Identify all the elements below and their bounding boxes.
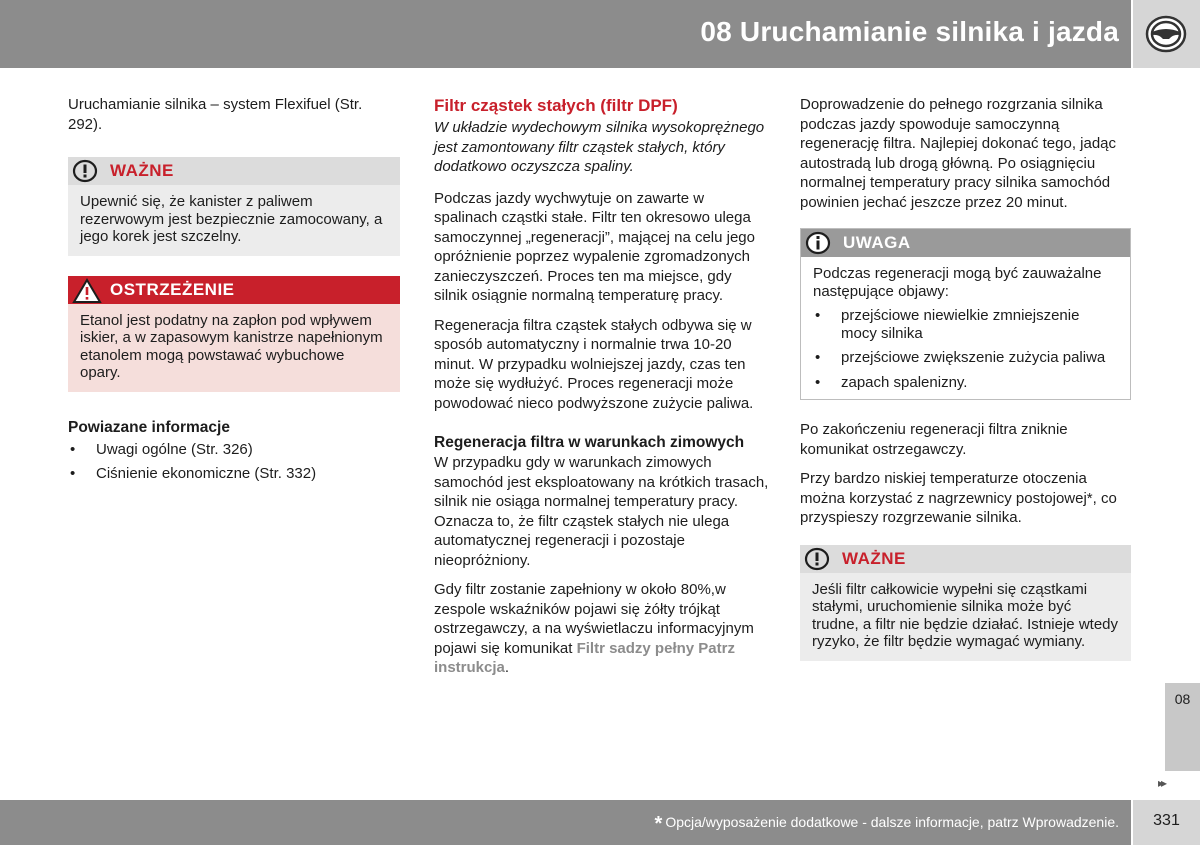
double-chevron-right-icon[interactable]: ▸▸ <box>1158 776 1165 790</box>
related-list <box>68 440 400 484</box>
important-label: WAŻNE <box>110 161 174 180</box>
related-link[interactable]: • Ciśnienie ekonomiczne (Str. 332) <box>68 464 400 484</box>
paragraph: Po zakończeniu regeneracji filtra zniknie komunikat ostrzegawczy. <box>800 421 1068 458</box>
warning-triangle-icon <box>72 278 102 304</box>
chapter-tab[interactable] <box>1165 683 1200 771</box>
warning-box-header <box>68 276 400 304</box>
paragraph: W przypadku gdy w warunkach zimowych samochód jest eksploatowany na krótkich trasach, silnik nie osiąga normalnej temperatury pracy. Oznacza to, że filtr cząstek stałych nie ulega automatycznej regeneracji i pozostaje nieopróżniony. <box>434 454 769 569</box>
lead-text: W układzie wydechowym silnika wysokoprężnego jest zamontowany filtr cząstek stałych, który dodatkowo oczyszcza spaliny. <box>434 119 765 175</box>
column-middle <box>434 95 769 688</box>
note-list <box>813 307 1118 391</box>
exclamation-circle-icon <box>72 159 98 183</box>
note-label: UWAGA <box>843 233 911 252</box>
note-item: • przejściowe zwiększenie zużycia paliwa <box>813 349 1118 367</box>
section-title: Filtr cząstek stałych (filtr DPF) <box>434 96 678 115</box>
note-item: • zapach spalenizny. <box>813 374 1118 392</box>
important-box <box>68 157 400 256</box>
steering-wheel-icon <box>1145 15 1187 53</box>
paragraph: Podczas jazdy wychwytuje on zawarte w spalinach cząstki stałe. Filtr ten okresowo ulega samoczynnej „regeneracji”, mającej na celu jego opróżnienie poprzez wypalenie zgromadzonych zanieczyszczeń. Proces ten ma miejsce, gdy silnik osiągnie normalną temperaturę pracy. <box>434 189 755 304</box>
important-box-2 <box>800 545 1131 661</box>
paragraph-text: Gdy filtr zostanie zapełniony w około 80%,w zespole wskaźników pojawi się żółty trójkąt ostrzegawczy, a na wyświetlaczu informacyjnym pojawi się komunikat <box>434 581 754 657</box>
footer-note <box>655 813 1119 836</box>
paragraph: Doprowadzenie do pełnego rozgrzania silnika podczas jazdy spowoduje samoczynną regenerację filtra. Najlepiej dokonać tego, jadąc autostradą lub drogą główną. Po osiągnięciu normalnej temperatury pracy silnika samochód powinien jechać jeszcze przez 20 minut. <box>800 96 1117 211</box>
page-number-box <box>1133 800 1200 845</box>
paragraph-end: . <box>504 659 510 676</box>
note-intro: Podczas regeneracji mogą być zauważalne następujące objawy: <box>813 265 1102 300</box>
exclamation-circle-icon <box>804 547 830 571</box>
related-info <box>68 418 400 484</box>
winter-heading: Regeneracja filtra w warunkach zimowych <box>434 434 745 451</box>
footnote-star: * <box>654 813 663 835</box>
warning-text: Etanol jest podatny na zapłon pod wpływem iskier, a w zapasowym kanistrze napełnionym etanolem mogą powstawać wybuchowe opary. <box>68 304 400 392</box>
info-circle-icon <box>805 231 831 255</box>
footnote-text: Opcja/wyposażenie dodatkowe - dalsze informacje, patrz Wprowadzenie. <box>665 814 1119 830</box>
page-header <box>0 0 1131 68</box>
page-number: 331 <box>1153 812 1180 829</box>
important-text: Jeśli filtr całkowicie wypełni się cząstkami stałymi, uruchomienie silnika może być trudne, a filtr nie będzie działać. Istnieje wtedy ryzyko, że filtr będzie wymagać wymiany. <box>800 573 1131 661</box>
header-icon-box <box>1133 0 1200 68</box>
important-label: WAŻNE <box>842 548 906 568</box>
paragraph: Regeneracja filtra cząstek stałych odbywa się w sposób automatyczny i normalnie trwa 10-20 minut. W przypadku wolniejszej jazdy, czas ten może się wydłużyć. Proces regeneracji może powodować nieco podwyższone zużycie paliwa. <box>434 316 754 412</box>
important-text: Upewnić się, że kanister z paliwem rezerwowym jest bezpiecznie zamocowany, a jego korek jest szczelny. <box>68 185 400 256</box>
column-right <box>800 95 1131 681</box>
note-box-header <box>801 229 1130 257</box>
important-box-header <box>800 545 1131 573</box>
warning-box <box>68 276 400 392</box>
important-box-header <box>68 157 400 185</box>
paragraph <box>434 580 769 678</box>
note-item: • przejściowe niewielkie zmniejszenie mocy silnika <box>813 307 1118 342</box>
intro-text: Uruchamianie silnika – system Flexifuel (Str. 292). <box>68 96 363 133</box>
chapter-tab-label: 08 <box>1174 691 1191 707</box>
note-body <box>801 257 1130 399</box>
paragraph: Przy bardzo niskiej temperaturze otoczenia można korzystać z nagrzewnicy postojowej*, co przyspieszy rozgrzewanie silnika. <box>800 470 1117 526</box>
page-footer <box>0 800 1131 845</box>
column-left <box>68 95 400 489</box>
warning-label: OSTRZEŻENIE <box>110 279 235 299</box>
note-box <box>800 228 1131 400</box>
related-link[interactable]: • Uwagi ogólne (Str. 326) <box>68 440 400 460</box>
chapter-title: 08 Uruchamianie silnika i jazda <box>700 16 1119 47</box>
display-message: Filtr sadzy pełny Patrz instrukcja <box>434 639 735 676</box>
related-heading: Powiazane informacje <box>68 418 230 436</box>
